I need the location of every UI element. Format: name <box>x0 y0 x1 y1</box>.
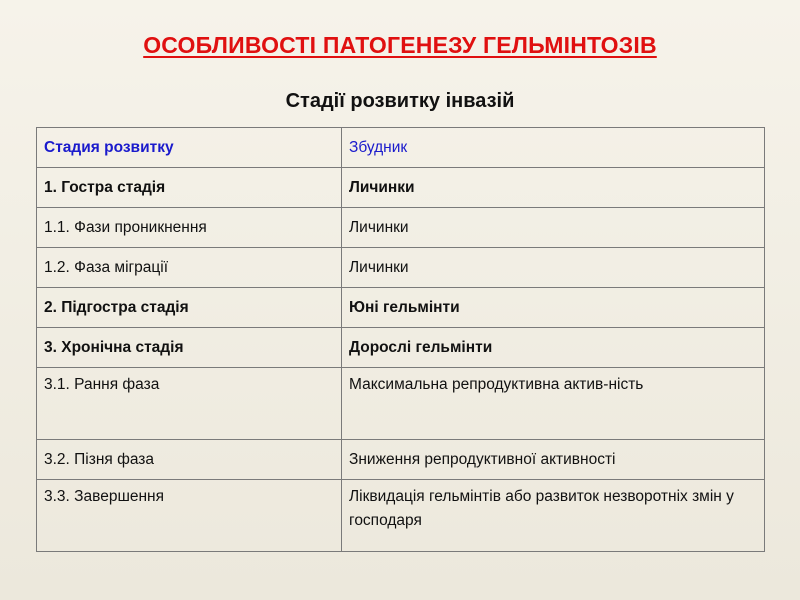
slide-subtitle: Стадії розвитку інвазій <box>285 90 515 112</box>
table-row <box>37 288 765 328</box>
cell-stage: 3. Хронічна стадія <box>37 328 342 368</box>
cell-agent: Личинки <box>342 208 765 248</box>
table-row <box>37 168 765 208</box>
cell-stage: 1.1. Фази проникнення <box>37 208 342 248</box>
cell-stage: 3.2. Пізня фаза <box>37 440 342 480</box>
table-row <box>37 480 765 552</box>
table-row <box>37 248 765 288</box>
slide-title: ОСОБЛИВОСТІ ПАТОГЕНЕЗУ ГЕЛЬМІНТОЗІВ <box>143 32 657 58</box>
cell-stage: 2. Підгостра стадія <box>37 288 342 328</box>
stages-table <box>36 127 765 552</box>
cell-agent: Личинки <box>342 248 765 288</box>
header-agent: Збудник <box>342 128 765 168</box>
cell-agent: Дорослі гельмінти <box>342 328 765 368</box>
cell-agent: Личинки <box>342 168 765 208</box>
table-row <box>37 440 765 480</box>
cell-stage: 3.1. Рання фаза <box>37 368 342 440</box>
cell-agent: Юні гельмінти <box>342 288 765 328</box>
cell-stage: 1. Гостра стадія <box>37 168 342 208</box>
table-row <box>37 328 765 368</box>
table-row <box>37 368 765 440</box>
cell-agent: Ліквидація гельмінтів або развиток незворотніх змін у господаря <box>342 480 765 552</box>
cell-stage: 3.3. Завершення <box>37 480 342 552</box>
table-header-row <box>37 128 765 168</box>
table-row <box>37 208 765 248</box>
header-stage: Стадия розвитку <box>37 128 342 168</box>
cell-stage: 1.2. Фаза міграції <box>37 248 342 288</box>
cell-agent: Зниження репродуктивної активності <box>342 440 765 480</box>
cell-agent: Максимальна репродуктивна актив-ність <box>342 368 765 440</box>
